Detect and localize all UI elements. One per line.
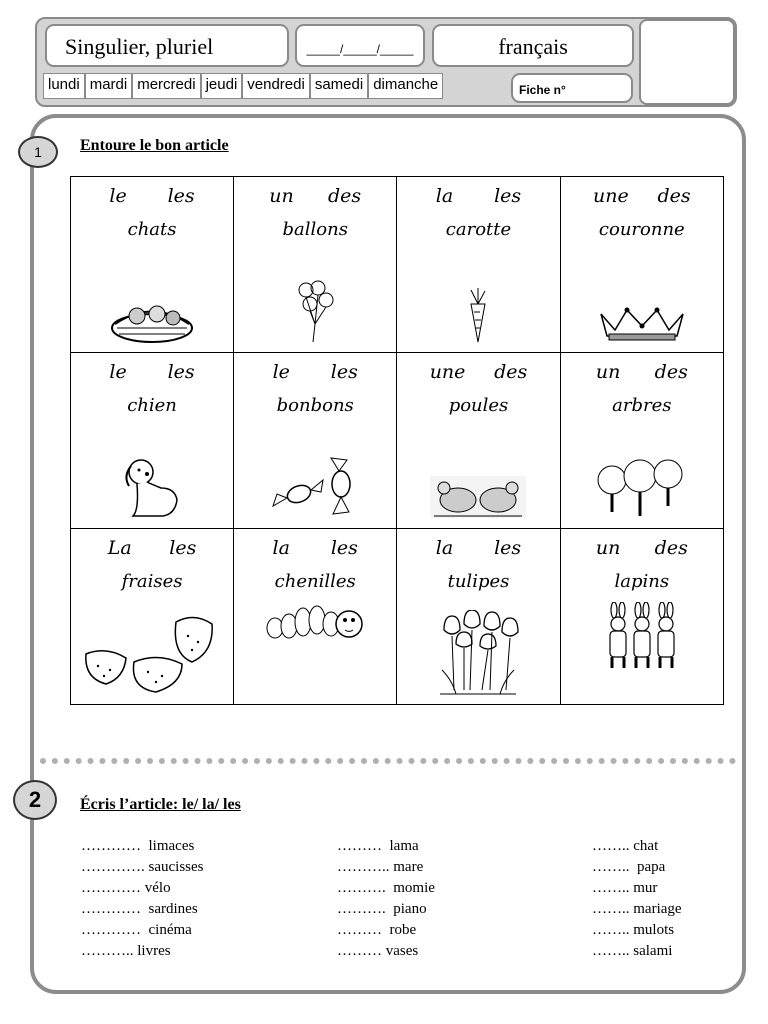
article-option[interactable]: le <box>272 361 290 383</box>
subject-label: français <box>432 24 634 67</box>
noun-label: couronne <box>598 219 685 240</box>
grid-cell <box>234 353 397 529</box>
fill-line[interactable]: ……… robe <box>337 922 417 938</box>
day-dimanche: dimanche <box>368 73 443 99</box>
fill-line[interactable]: …….. papa <box>592 859 666 875</box>
article-option[interactable]: des <box>494 361 528 383</box>
grid-cell <box>71 529 234 705</box>
article-option[interactable]: les <box>169 537 197 559</box>
article-option[interactable]: un <box>595 361 621 383</box>
noun-label: fraises <box>121 571 183 592</box>
article-option[interactable]: des <box>654 537 688 559</box>
article-option[interactable]: la <box>435 185 454 207</box>
article-option[interactable]: le <box>109 185 127 207</box>
noun-label: arbres <box>612 395 672 416</box>
article-grid <box>70 176 724 705</box>
article-option[interactable]: les <box>494 185 522 207</box>
worksheet-title: Singulier, pluriel <box>45 24 289 67</box>
article-option[interactable]: des <box>654 361 688 383</box>
fill-line[interactable]: ………… vélo <box>81 880 171 896</box>
article-option[interactable]: la <box>435 537 454 559</box>
article-option[interactable]: une <box>429 361 466 383</box>
word-column-2 <box>337 836 435 962</box>
crown-icon <box>597 304 687 344</box>
section-divider <box>40 758 736 764</box>
fiche-number: Fiche n° <box>511 73 633 103</box>
balloons-icon <box>290 280 340 344</box>
fill-line[interactable]: ………… sardines <box>81 901 198 917</box>
article-option[interactable]: des <box>657 185 691 207</box>
noun-label: carotte <box>445 219 512 240</box>
day-mardi: mardi <box>85 73 133 99</box>
fill-line[interactable]: ……… lama <box>337 838 419 854</box>
fill-line[interactable]: ………. piano <box>337 901 427 917</box>
trees-icon <box>594 458 690 520</box>
exercise-1-number: 1 <box>18 136 58 168</box>
article-option[interactable]: une <box>593 185 629 207</box>
article-option[interactable]: les <box>167 185 195 207</box>
grid-cell <box>397 177 560 353</box>
article-option[interactable]: les <box>330 537 358 559</box>
grid-cell <box>397 529 560 705</box>
date-field[interactable]: _____/_____/_____ <box>295 24 425 67</box>
fill-line[interactable]: ……….. mare <box>337 859 424 875</box>
article-option[interactable]: les <box>494 537 522 559</box>
fill-line[interactable]: ………. momie <box>337 880 435 896</box>
article-option[interactable]: la <box>272 537 290 559</box>
grid-cell <box>397 353 560 529</box>
fill-line[interactable]: …….. mur <box>592 880 658 896</box>
noun-label: bonbons <box>276 395 354 416</box>
grid-cell <box>71 177 234 353</box>
article-option[interactable]: La <box>107 537 132 559</box>
noun-label: chenilles <box>274 571 356 592</box>
rabbits-icon <box>602 602 682 672</box>
worksheet-header <box>35 17 737 107</box>
article-option[interactable]: le <box>109 361 127 383</box>
strawberries-icon <box>82 612 222 696</box>
fill-line[interactable]: ………… limaces <box>81 838 195 854</box>
fill-line[interactable]: ………… cinéma <box>81 922 192 938</box>
dog-icon <box>119 454 185 520</box>
article-option[interactable]: des <box>328 185 362 207</box>
fill-line[interactable]: ……… vases <box>337 943 419 959</box>
exercise-2-number: 2 <box>13 780 57 820</box>
day-vendredi: vendredi <box>242 73 310 99</box>
word-column-3 <box>592 836 682 962</box>
caterpillar-icon <box>265 600 365 642</box>
article-option[interactable]: les <box>167 361 195 383</box>
day-mercredi: mercredi <box>132 73 200 99</box>
noun-label: lapins <box>614 571 670 592</box>
grid-cell <box>71 353 234 529</box>
day-jeudi: jeudi <box>201 73 243 99</box>
hens-icon <box>430 474 526 520</box>
grid-cell <box>234 529 397 705</box>
word-column-1 <box>81 836 204 962</box>
carrot-icon <box>463 288 493 344</box>
exercise-1-instruction: Entoure le bon article <box>80 137 229 154</box>
article-option[interactable]: un <box>269 185 294 207</box>
grid-cell <box>560 529 723 705</box>
noun-label: chien <box>127 395 177 416</box>
fill-line[interactable]: …….. mariage <box>592 901 682 917</box>
noun-label: chats <box>127 219 177 240</box>
noun-label: poules <box>448 395 509 416</box>
day-lundi: lundi <box>43 73 85 99</box>
corner-box <box>639 19 735 105</box>
noun-label: tulipes <box>447 571 510 592</box>
cats-in-basket-icon <box>107 294 197 344</box>
exercise-2-instruction: Écris l’article: le/ la/ les <box>80 796 241 813</box>
tulips-icon <box>436 610 520 696</box>
weekday-row <box>43 73 443 99</box>
grid-cell <box>560 353 723 529</box>
fill-line[interactable]: ……….. livres <box>81 943 171 959</box>
noun-label: ballons <box>282 219 348 240</box>
grid-cell <box>234 177 397 353</box>
fill-line[interactable]: …….. chat <box>592 838 659 854</box>
fill-line[interactable]: …….. salami <box>592 943 673 959</box>
fill-line[interactable]: …………. saucisses <box>81 859 204 875</box>
candies-icon <box>269 454 361 520</box>
day-samedi: samedi <box>310 73 368 99</box>
grid-cell <box>560 177 723 353</box>
article-option[interactable]: les <box>330 361 358 383</box>
article-option[interactable]: un <box>595 537 621 559</box>
fill-line[interactable]: …….. mulots <box>592 922 675 938</box>
